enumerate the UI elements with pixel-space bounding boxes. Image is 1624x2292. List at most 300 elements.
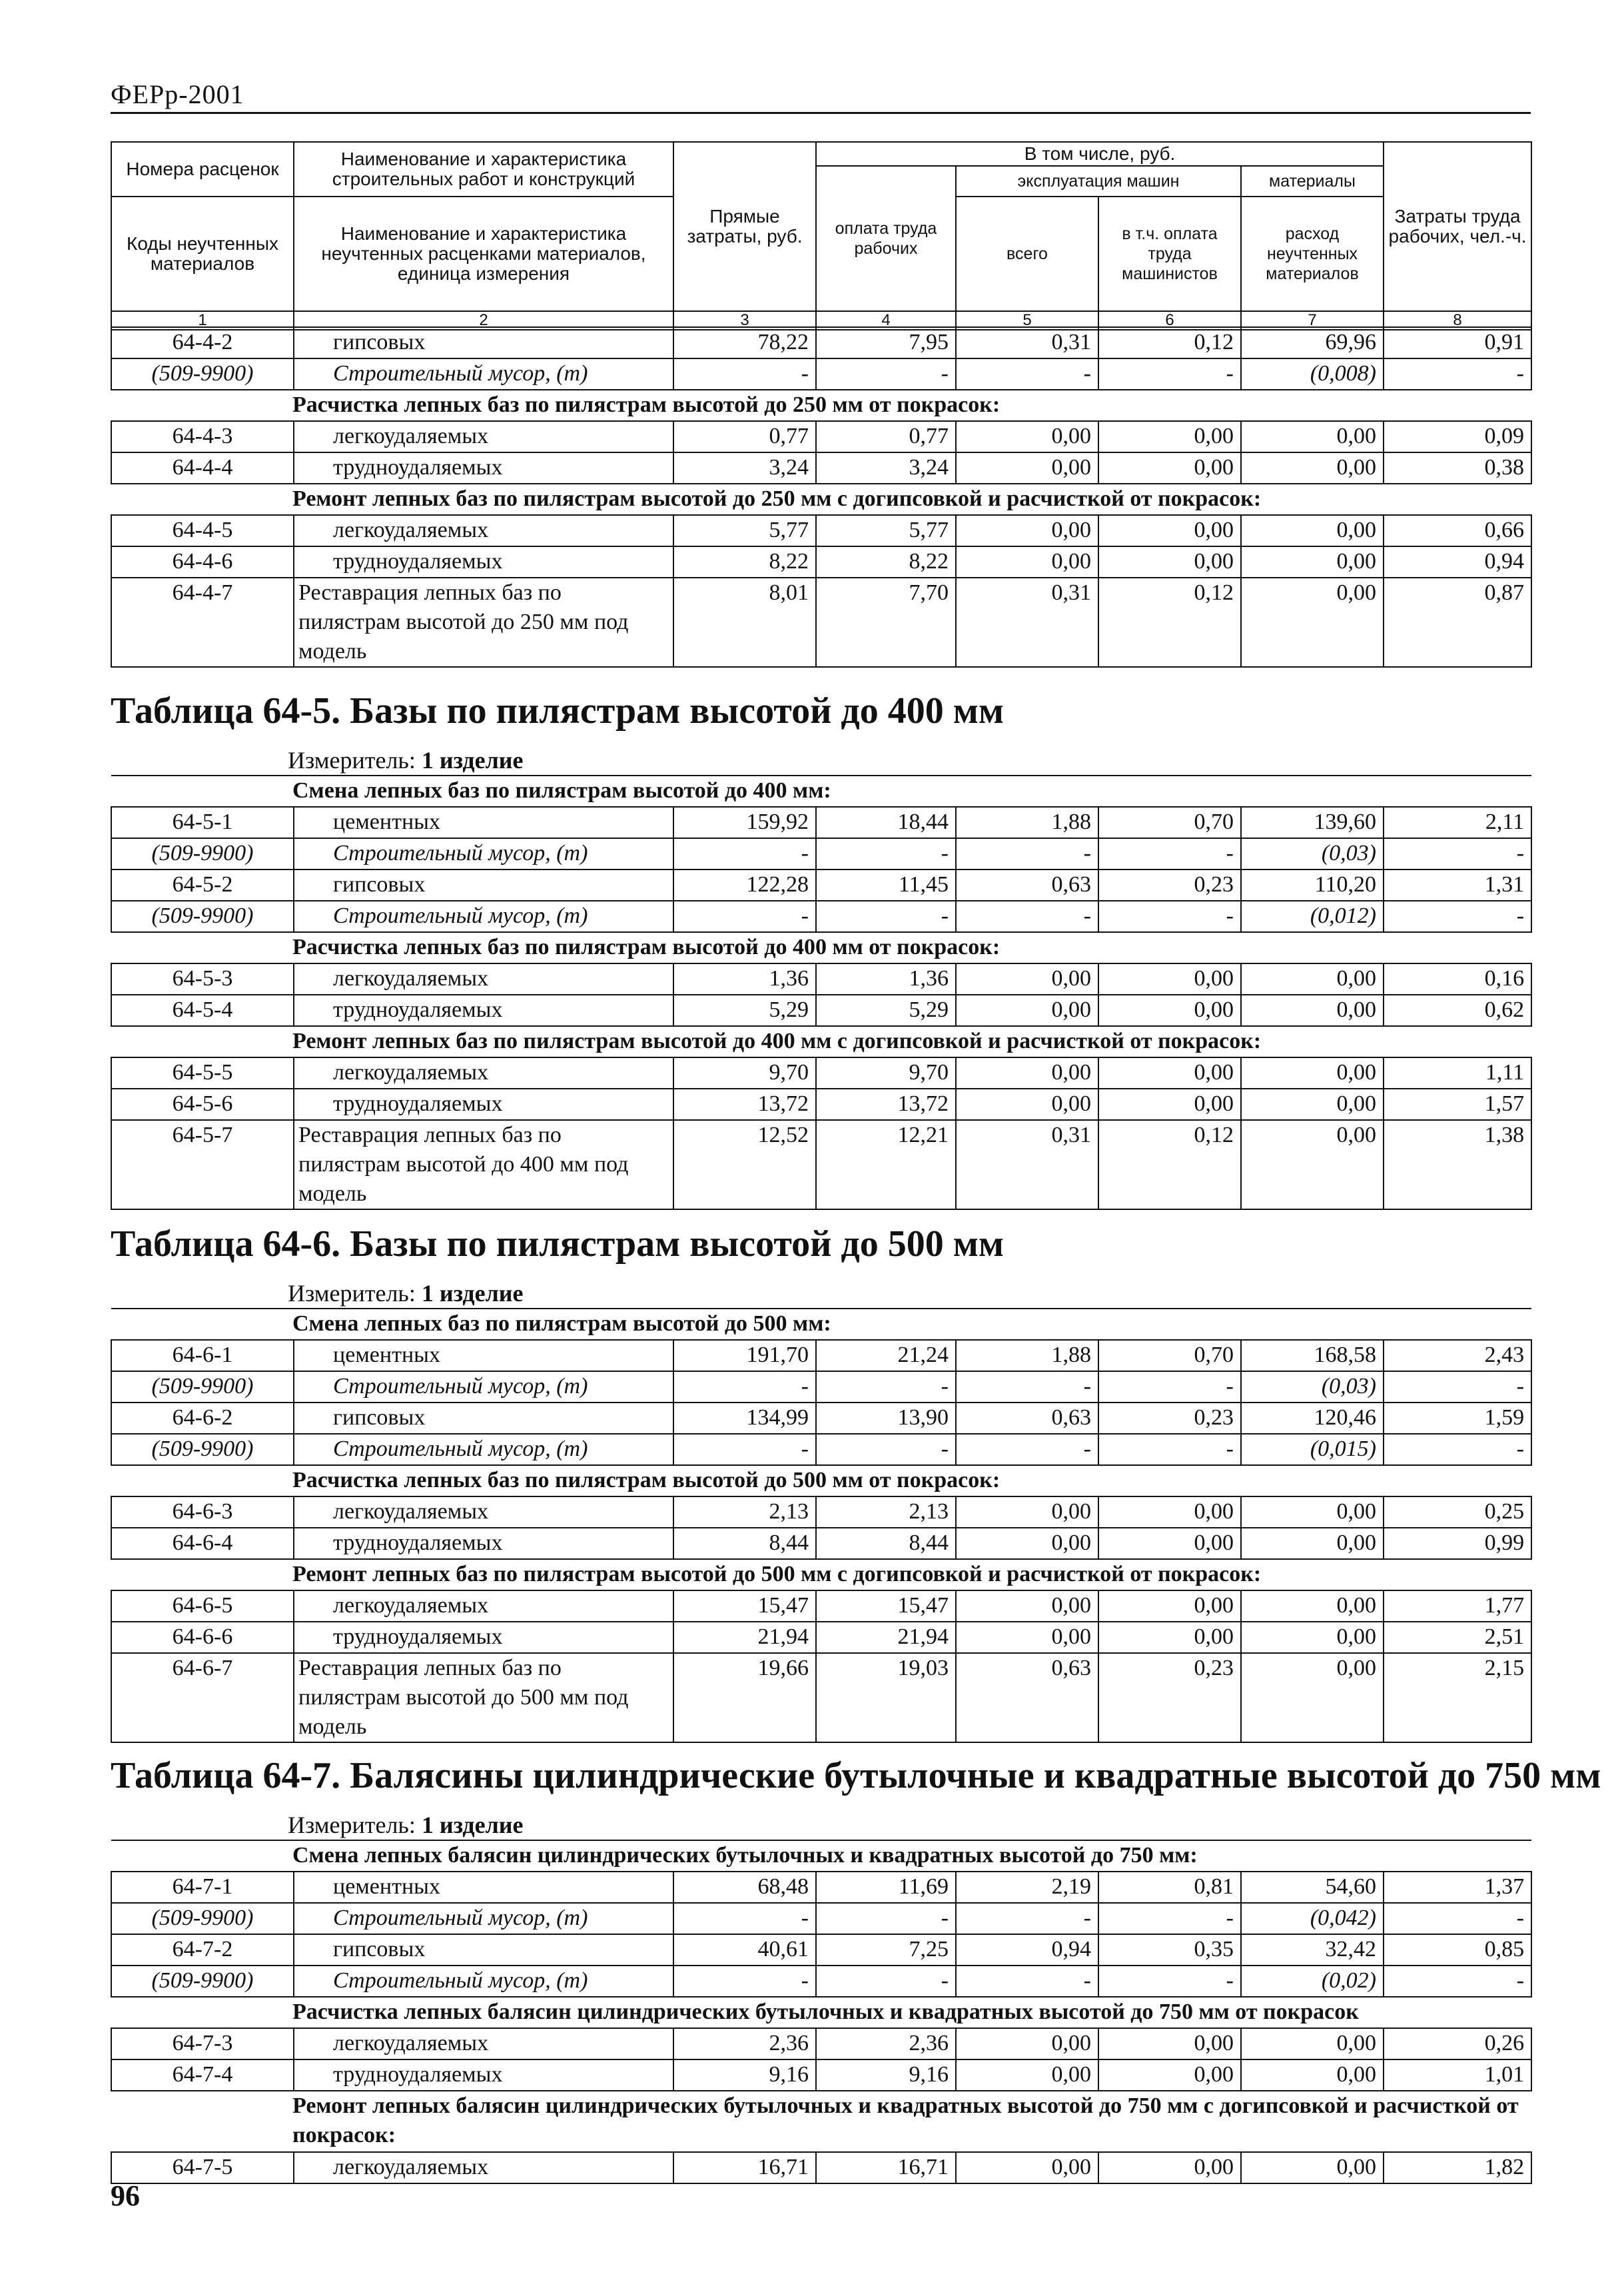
direct-costs-cell: 12,52: [673, 1120, 816, 1209]
labor-hours-cell: -: [1384, 1434, 1531, 1465]
table-64-4-continued: [111, 326, 1532, 668]
labor-hours-cell: -: [1384, 1371, 1531, 1403]
direct-costs-cell: 159,92: [673, 807, 816, 838]
header-labor-cost: Затраты труда рабочих, чел.-ч.: [1384, 142, 1531, 311]
machines-total-cell: 0,31: [956, 1120, 1098, 1209]
table-row: [111, 515, 1531, 546]
labor-pay-cell: -: [816, 1966, 956, 1997]
material-name: Строительный мусор, (т): [294, 901, 673, 932]
labor-pay-cell: 0,77: [816, 421, 956, 452]
work-name: гипсовых: [294, 1934, 673, 1966]
table-row: [111, 963, 1531, 995]
rate-code: 64-5-6: [111, 1089, 294, 1120]
labor-hours-cell: 1,01: [1384, 2059, 1531, 2091]
materials-cost-cell: 0,00: [1241, 578, 1384, 667]
operators-pay-cell: 0,12: [1098, 578, 1241, 667]
labor-pay-cell: 21,24: [816, 1340, 956, 1371]
material-code: (509-9900): [111, 1434, 294, 1465]
operators-pay-cell: 0,00: [1098, 546, 1241, 578]
materials-cost-cell: (0,03): [1241, 838, 1384, 869]
rate-code: 64-6-1: [111, 1340, 294, 1371]
table-row: [111, 578, 1531, 667]
materials-cost-cell: 0,00: [1241, 546, 1384, 578]
direct-costs-cell: 2,13: [673, 1496, 816, 1528]
direct-costs-cell: 9,16: [673, 2059, 816, 2091]
col-number: 4: [816, 311, 956, 330]
labor-pay-cell: 2,13: [816, 1496, 956, 1528]
column-header: [111, 141, 1532, 330]
machines-total-cell: 0,00: [956, 1089, 1098, 1120]
direct-costs-cell: 15,47: [673, 1590, 816, 1622]
direct-costs-cell: -: [673, 1434, 816, 1465]
labor-pay-cell: 11,69: [816, 1872, 956, 1903]
table-row: [111, 1403, 1531, 1434]
operators-pay-cell: 0,23: [1098, 1653, 1241, 1742]
table-row: [111, 546, 1531, 578]
unit-label: Измеритель:: [288, 1280, 416, 1307]
labor-pay-cell: -: [816, 358, 956, 390]
table-row: [111, 901, 1531, 932]
labor-pay-cell: 12,21: [816, 1120, 956, 1209]
table-title: Таблица 64-5. Базы по пилястрам высотой до 400 мм: [111, 690, 1004, 732]
material-code: (509-9900): [111, 838, 294, 869]
section-heading: Расчистка лепных баз по пилястрам высотой до 400 мм от покрасок:: [111, 932, 1531, 963]
materials-cost-cell: 0,00: [1241, 1120, 1384, 1209]
labor-pay-cell: -: [816, 901, 956, 932]
materials-cost-cell: 0,00: [1241, 1057, 1384, 1089]
direct-costs-cell: 40,61: [673, 1934, 816, 1966]
table-row: [111, 1528, 1531, 1559]
labor-pay-cell: 3,24: [816, 452, 956, 484]
table-row: [111, 1340, 1531, 1371]
col-number: 8: [1384, 311, 1531, 330]
section-heading: Ремонт лепных балясин цилиндрических бутылочных и квадратных высотой до 750 мм с догипсовкой и расчисткой от покрасок:: [111, 2091, 1531, 2152]
operators-pay-cell: 0,00: [1098, 1528, 1241, 1559]
material-name: Строительный мусор, (т): [294, 1371, 673, 1403]
work-name: легкоудаляемых: [294, 421, 673, 452]
rate-code: 64-6-5: [111, 1590, 294, 1622]
machines-total-cell: -: [956, 1434, 1098, 1465]
header-rule: [111, 112, 1531, 114]
col-number: 6: [1098, 311, 1241, 330]
operators-pay-cell: 0,00: [1098, 1622, 1241, 1653]
rate-code: 64-6-4: [111, 1528, 294, 1559]
machines-total-cell: 0,00: [956, 546, 1098, 578]
material-name: Строительный мусор, (т): [294, 1434, 673, 1465]
header-labor-pay: оплата труда рабочих: [816, 166, 956, 311]
labor-hours-cell: 1,82: [1384, 2152, 1531, 2183]
labor-hours-cell: 2,51: [1384, 1622, 1531, 1653]
direct-costs-cell: 5,29: [673, 995, 816, 1026]
materials-cost-cell: 0,00: [1241, 452, 1384, 484]
table-row: [111, 1371, 1531, 1403]
direct-costs-cell: 134,99: [673, 1403, 816, 1434]
table-title: Таблица 64-6. Базы по пилястрам высотой до 500 мм: [111, 1223, 1004, 1265]
labor-hours-cell: 0,94: [1384, 546, 1531, 578]
section-heading: Смена лепных балясин цилиндрических бутылочных и квадратных высотой до 750 мм:: [111, 1840, 1531, 1872]
table-row: [111, 995, 1531, 1026]
labor-hours-cell: 0,66: [1384, 515, 1531, 546]
direct-costs-cell: -: [673, 358, 816, 390]
machines-total-cell: -: [956, 1371, 1098, 1403]
operators-pay-cell: 0,12: [1098, 1120, 1241, 1209]
materials-cost-cell: 110,20: [1241, 869, 1384, 901]
machines-total-cell: 0,00: [956, 1590, 1098, 1622]
col-number: 3: [673, 311, 816, 330]
header-material-codes: Коды неучтенных материалов: [111, 197, 294, 311]
table-row: [111, 1622, 1531, 1653]
labor-hours-cell: 0,16: [1384, 963, 1531, 995]
materials-cost-cell: (0,03): [1241, 1371, 1384, 1403]
section-heading: Расчистка лепных баз по пилястрам высотой до 500 мм от покрасок:: [111, 1465, 1531, 1496]
unit-of-measure: [288, 1811, 524, 1839]
work-name: легкоудаляемых: [294, 2028, 673, 2059]
rate-code: 64-4-5: [111, 515, 294, 546]
work-name: гипсовых: [294, 869, 673, 901]
materials-cost-cell: (0,042): [1241, 1903, 1384, 1934]
work-name: легкоудаляемых: [294, 963, 673, 995]
table-row: [111, 838, 1531, 869]
header-operators-pay: в т.ч. оплата труда машинистов: [1098, 197, 1241, 311]
labor-hours-cell: 1,38: [1384, 1120, 1531, 1209]
machines-total-cell: 0,00: [956, 2152, 1098, 2183]
material-name: Строительный мусор, (т): [294, 358, 673, 390]
rate-code: 64-5-7: [111, 1120, 294, 1209]
table-row: [111, 1590, 1531, 1622]
section-row: [111, 1026, 1531, 1057]
machines-total-cell: 0,00: [956, 515, 1098, 546]
materials-cost-cell: (0,015): [1241, 1434, 1384, 1465]
table-row: [111, 1434, 1531, 1465]
work-name: легкоудаляемых: [294, 1057, 673, 1089]
operators-pay-cell: 0,00: [1098, 421, 1241, 452]
rate-code: 64-7-5: [111, 2152, 294, 2183]
material-code: (509-9900): [111, 358, 294, 390]
machines-total-cell: 0,00: [956, 1057, 1098, 1089]
work-name: трудноудаляемых: [294, 546, 673, 578]
work-name: цементных: [294, 1340, 673, 1371]
unit-label: Измеритель:: [288, 747, 416, 774]
unit-value: 1 изделие: [421, 747, 524, 774]
labor-pay-cell: 21,94: [816, 1622, 956, 1653]
labor-hours-cell: 0,87: [1384, 578, 1531, 667]
material-code: (509-9900): [111, 901, 294, 932]
operators-pay-cell: 0,00: [1098, 2152, 1241, 2183]
material-name: Строительный мусор, (т): [294, 1903, 673, 1934]
section-heading: Ремонт лепных баз по пилястрам высотой до 250 мм с догипсовкой и расчисткой от покрасок:: [111, 484, 1531, 515]
materials-cost-cell: 168,58: [1241, 1340, 1384, 1371]
table-row: [111, 1120, 1531, 1209]
labor-pay-cell: 8,22: [816, 546, 956, 578]
work-name: легкоудаляемых: [294, 1590, 673, 1622]
table-row: [111, 452, 1531, 484]
rate-code: 64-7-2: [111, 1934, 294, 1966]
operators-pay-cell: 0,35: [1098, 1934, 1241, 1966]
operators-pay-cell: 0,70: [1098, 807, 1241, 838]
machines-total-cell: -: [956, 1966, 1098, 1997]
machines-total-cell: -: [956, 1903, 1098, 1934]
machines-total-cell: 0,63: [956, 1653, 1098, 1742]
table-row: [111, 327, 1531, 358]
labor-pay-cell: 16,71: [816, 2152, 956, 2183]
direct-costs-cell: 78,22: [673, 327, 816, 358]
work-name: трудноудаляемых: [294, 1528, 673, 1559]
direct-costs-cell: 13,72: [673, 1089, 816, 1120]
machines-total-cell: 0,63: [956, 869, 1098, 901]
operators-pay-cell: -: [1098, 1903, 1241, 1934]
work-name: цементных: [294, 807, 673, 838]
materials-cost-cell: 0,00: [1241, 1528, 1384, 1559]
table-title: Таблица 64-7. Балясины цилиндрические бутылочные и квадратные высотой до 750 мм: [111, 1755, 1601, 1796]
materials-cost-cell: (0,008): [1241, 358, 1384, 390]
work-name: трудноудаляемых: [294, 995, 673, 1026]
operators-pay-cell: 0,00: [1098, 1057, 1241, 1089]
direct-costs-cell: 21,94: [673, 1622, 816, 1653]
work-name: гипсовых: [294, 1403, 673, 1434]
table-64-6: [111, 1308, 1532, 1743]
col-number: 7: [1241, 311, 1384, 330]
labor-pay-cell: 2,36: [816, 2028, 956, 2059]
section-heading: Расчистка лепных баз по пилястрам высотой до 250 мм от покрасок:: [111, 390, 1531, 421]
operators-pay-cell: 0,00: [1098, 1089, 1241, 1120]
section-row: [111, 484, 1531, 515]
operators-pay-cell: 0,00: [1098, 1496, 1241, 1528]
machines-total-cell: 0,00: [956, 421, 1098, 452]
material-code: (509-9900): [111, 1903, 294, 1934]
rate-code: 64-7-1: [111, 1872, 294, 1903]
direct-costs-cell: 0,77: [673, 421, 816, 452]
table-row: [111, 869, 1531, 901]
rate-code: 64-5-2: [111, 869, 294, 901]
direct-costs-cell: 16,71: [673, 2152, 816, 2183]
section-row: [111, 1997, 1531, 2028]
labor-pay-cell: 19,03: [816, 1653, 956, 1742]
operators-pay-cell: 0,81: [1098, 1872, 1241, 1903]
machines-total-cell: 0,00: [956, 2028, 1098, 2059]
table-row: [111, 1089, 1531, 1120]
labor-hours-cell: 0,91: [1384, 327, 1531, 358]
table-row: [111, 421, 1531, 452]
header-materials: материалы: [1241, 166, 1384, 197]
operators-pay-cell: -: [1098, 838, 1241, 869]
rate-code: 64-4-7: [111, 578, 294, 667]
table-64-7: [111, 1840, 1532, 2184]
labor-hours-cell: 0,85: [1384, 1934, 1531, 1966]
operators-pay-cell: 0,12: [1098, 327, 1241, 358]
col-number: 5: [956, 311, 1098, 330]
labor-pay-cell: 5,29: [816, 995, 956, 1026]
work-name: трудноудаляемых: [294, 1622, 673, 1653]
operators-pay-cell: -: [1098, 1371, 1241, 1403]
operators-pay-cell: 0,00: [1098, 995, 1241, 1026]
section-row: [111, 776, 1531, 807]
direct-costs-cell: 9,70: [673, 1057, 816, 1089]
rate-code: 64-6-3: [111, 1496, 294, 1528]
labor-pay-cell: -: [816, 1434, 956, 1465]
materials-cost-cell: 0,00: [1241, 2059, 1384, 2091]
machines-total-cell: -: [956, 358, 1098, 390]
labor-pay-cell: -: [816, 1371, 956, 1403]
material-code: (509-9900): [111, 1371, 294, 1403]
rate-code: 64-5-1: [111, 807, 294, 838]
operators-pay-cell: -: [1098, 1966, 1241, 1997]
labor-pay-cell: 5,77: [816, 515, 956, 546]
materials-cost-cell: 54,60: [1241, 1872, 1384, 1903]
machines-total-cell: -: [956, 838, 1098, 869]
rate-code: 64-4-3: [111, 421, 294, 452]
labor-pay-cell: 15,47: [816, 1590, 956, 1622]
labor-pay-cell: 7,25: [816, 1934, 956, 1966]
labor-pay-cell: -: [816, 838, 956, 869]
direct-costs-cell: -: [673, 1903, 816, 1934]
unit-of-measure: [288, 1279, 524, 1307]
section-heading: Ремонт лепных баз по пилястрам высотой до 500 мм с догипсовкой и расчисткой от покрасок:: [111, 1559, 1531, 1590]
material-name: Строительный мусор, (т): [294, 838, 673, 869]
work-name: Реставрация лепных баз по пилястрам высотой до 500 мм под модель: [294, 1653, 673, 1742]
operators-pay-cell: 0,00: [1098, 515, 1241, 546]
table-row: [111, 807, 1531, 838]
machines-total-cell: 0,00: [956, 2059, 1098, 2091]
section-row: [111, 1309, 1531, 1340]
labor-pay-cell: -: [816, 1903, 956, 1934]
unit-value: 1 изделие: [421, 1280, 524, 1307]
unit-of-measure: [288, 746, 524, 774]
machines-total-cell: 1,88: [956, 1340, 1098, 1371]
labor-hours-cell: -: [1384, 838, 1531, 869]
operators-pay-cell: -: [1098, 358, 1241, 390]
rate-code: 64-5-5: [111, 1057, 294, 1089]
header-machines: эксплуатация машин: [956, 166, 1241, 197]
work-name: трудноудаляемых: [294, 1089, 673, 1120]
operators-pay-cell: -: [1098, 901, 1241, 932]
section-row: [111, 1465, 1531, 1496]
materials-cost-cell: 0,00: [1241, 421, 1384, 452]
labor-hours-cell: 0,99: [1384, 1528, 1531, 1559]
work-name: легкоудаляемых: [294, 1496, 673, 1528]
operators-pay-cell: 0,00: [1098, 2028, 1241, 2059]
machines-total-cell: 0,63: [956, 1403, 1098, 1434]
col-number: 2: [294, 311, 673, 330]
work-name: трудноудаляемых: [294, 2059, 673, 2091]
work-name: трудноудаляемых: [294, 452, 673, 484]
labor-hours-cell: 1,11: [1384, 1057, 1531, 1089]
materials-cost-cell: (0,02): [1241, 1966, 1384, 1997]
operators-pay-cell: 0,00: [1098, 2059, 1241, 2091]
labor-pay-cell: 13,72: [816, 1089, 956, 1120]
labor-hours-cell: 0,09: [1384, 421, 1531, 452]
operators-pay-cell: 0,70: [1098, 1340, 1241, 1371]
work-name: Реставрация лепных баз по пилястрам высотой до 400 мм под модель: [294, 1120, 673, 1209]
labor-hours-cell: -: [1384, 1903, 1531, 1934]
rate-code: 64-5-4: [111, 995, 294, 1026]
header-materials-sub: расход неучтенных материалов: [1241, 197, 1384, 311]
labor-hours-cell: 1,37: [1384, 1872, 1531, 1903]
work-name: Реставрация лепных баз по пилястрам высотой до 250 мм под модель: [294, 578, 673, 667]
materials-cost-cell: (0,012): [1241, 901, 1384, 932]
direct-costs-cell: 8,22: [673, 546, 816, 578]
table-row: [111, 358, 1531, 390]
section-heading: Смена лепных баз по пилястрам высотой до 500 мм:: [111, 1309, 1531, 1340]
labor-pay-cell: 9,70: [816, 1057, 956, 1089]
labor-pay-cell: 18,44: [816, 807, 956, 838]
section-heading: Ремонт лепных баз по пилястрам высотой до 400 мм с догипсовкой и расчисткой от покрасок:: [111, 1026, 1531, 1057]
machines-total-cell: 0,00: [956, 1496, 1098, 1528]
materials-cost-cell: 0,00: [1241, 1496, 1384, 1528]
header-material-names: Наименование и характеристика неучтенных расценками материалов, единица измерения: [294, 197, 673, 311]
labor-pay-cell: 13,90: [816, 1403, 956, 1434]
rate-code: 64-4-4: [111, 452, 294, 484]
section-row: [111, 390, 1531, 421]
materials-cost-cell: 0,00: [1241, 963, 1384, 995]
table-row: [111, 1966, 1531, 1997]
table-row: [111, 1903, 1531, 1934]
labor-hours-cell: -: [1384, 901, 1531, 932]
machines-total-cell: 0,00: [956, 963, 1098, 995]
table-row: [111, 1057, 1531, 1089]
rate-code: 64-7-4: [111, 2059, 294, 2091]
labor-hours-cell: 0,62: [1384, 995, 1531, 1026]
material-name: Строительный мусор, (т): [294, 1966, 673, 1997]
labor-hours-cell: 1,59: [1384, 1403, 1531, 1434]
direct-costs-cell: -: [673, 838, 816, 869]
direct-costs-cell: 5,77: [673, 515, 816, 546]
materials-cost-cell: 0,00: [1241, 1622, 1384, 1653]
header-work-name: Наименование и характеристика строительных работ и конструкций: [294, 142, 673, 197]
machines-total-cell: 0,31: [956, 327, 1098, 358]
direct-costs-cell: -: [673, 1371, 816, 1403]
operators-pay-cell: 0,23: [1098, 1403, 1241, 1434]
rate-code: 64-4-6: [111, 546, 294, 578]
materials-cost-cell: 0,00: [1241, 1590, 1384, 1622]
materials-cost-cell: 0,00: [1241, 995, 1384, 1026]
header-machines-total: всего: [956, 197, 1098, 311]
operators-pay-cell: 0,00: [1098, 1590, 1241, 1622]
section-row: [111, 1840, 1531, 1872]
materials-cost-cell: 32,42: [1241, 1934, 1384, 1966]
materials-cost-cell: 0,00: [1241, 1089, 1384, 1120]
labor-hours-cell: 1,77: [1384, 1590, 1531, 1622]
work-name: легкоудаляемых: [294, 2152, 673, 2183]
direct-costs-cell: 3,24: [673, 452, 816, 484]
section-row: [111, 1559, 1531, 1590]
labor-hours-cell: 0,26: [1384, 2028, 1531, 2059]
header-including: В том числе, руб.: [816, 142, 1384, 166]
machines-total-cell: 0,00: [956, 452, 1098, 484]
work-name: гипсовых: [294, 327, 673, 358]
labor-hours-cell: 1,57: [1384, 1089, 1531, 1120]
section-heading: Расчистка лепных балясин цилиндрических бутылочных и квадратных высотой до 750 мм от покрасок: [111, 1997, 1531, 2028]
materials-cost-cell: 0,00: [1241, 515, 1384, 546]
labor-pay-cell: 11,45: [816, 869, 956, 901]
unit-value: 1 изделие: [421, 1812, 524, 1838]
table-row: [111, 1496, 1531, 1528]
materials-cost-cell: 69,96: [1241, 327, 1384, 358]
labor-hours-cell: 0,38: [1384, 452, 1531, 484]
page-header: ФЕРр-2001: [111, 79, 244, 109]
operators-pay-cell: 0,23: [1098, 869, 1241, 901]
direct-costs-cell: 191,70: [673, 1340, 816, 1371]
unit-label: Измеритель:: [288, 1812, 416, 1838]
direct-costs-cell: 8,44: [673, 1528, 816, 1559]
col-number: 1: [111, 311, 294, 330]
labor-hours-cell: -: [1384, 358, 1531, 390]
machines-total-cell: 1,88: [956, 807, 1098, 838]
work-name: цементных: [294, 1872, 673, 1903]
labor-pay-cell: 7,95: [816, 327, 956, 358]
materials-cost-cell: 0,00: [1241, 1653, 1384, 1742]
materials-cost-cell: 120,46: [1241, 1403, 1384, 1434]
operators-pay-cell: 0,00: [1098, 452, 1241, 484]
